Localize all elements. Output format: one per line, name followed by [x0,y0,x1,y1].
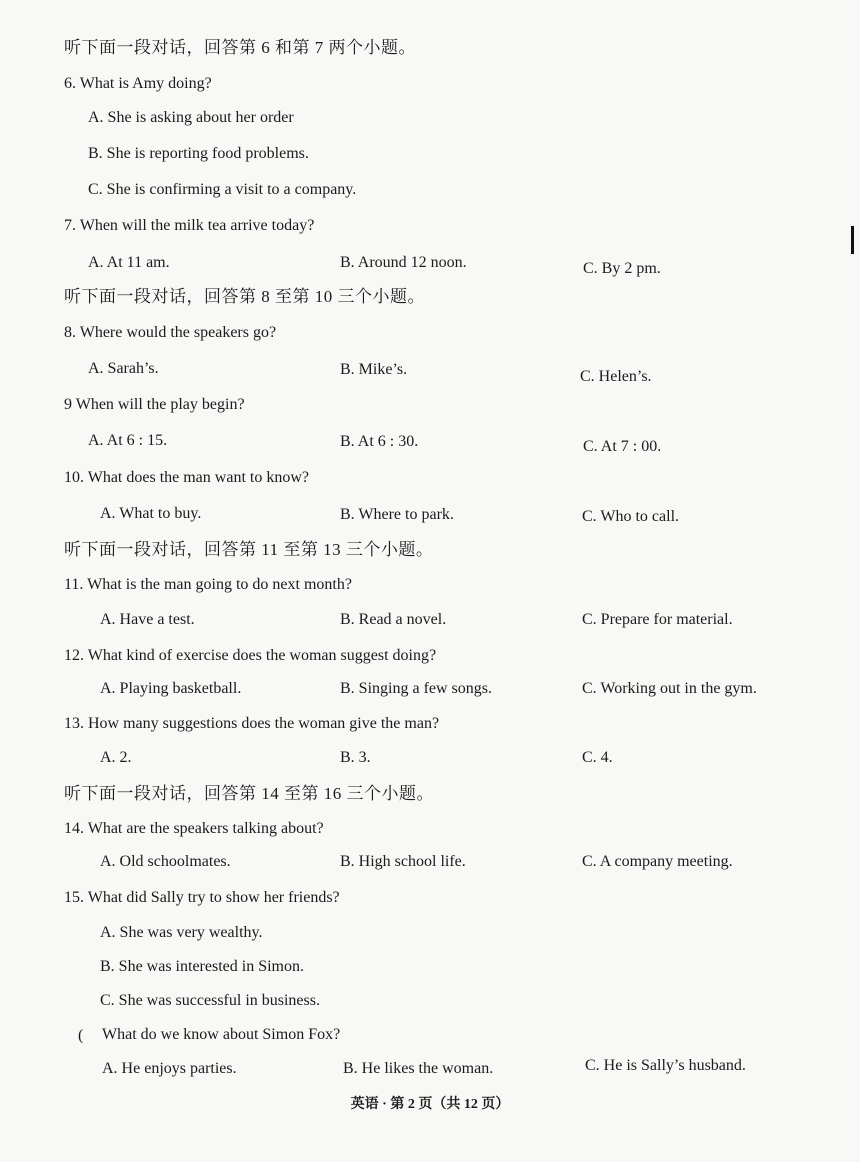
question-stem: 10. What does the man want to know? [64,469,309,486]
section-instruction: 听下面一段对话，回答第 14 至第 16 三个小题。 [64,784,434,803]
option-b: B. Singing a few songs. [340,680,492,697]
page-footer: 英语 · 第 2 页（共 12 页） [350,1097,510,1112]
question-stem: 7. When will the milk tea arrive today? [64,217,315,234]
question-stem: 11. What is the man going to do next month? [64,576,352,593]
question-stem: What do we know about Simon Fox? [102,1026,341,1043]
question-stem: 6. What is Amy doing? [64,75,212,92]
option-a: A. At 6 : 15. [88,432,168,449]
option-c: C. She was successful in business. [100,992,320,1009]
option-a: A. 2. [100,749,132,766]
option-c: C. Helen’s. [580,368,652,385]
option-c: C. A company meeting. [582,853,733,870]
section-instruction: 听下面一段对话，回答第 8 至第 10 三个小题。 [64,287,425,306]
question-stem: 14. What are the speakers talking about? [64,820,324,837]
option-b: B. She is reporting food problems. [88,145,309,162]
section-instruction: 听下面一段对话，回答第 6 和第 7 两个小题。 [64,38,416,57]
question-stem: 15. What did Sally try to show her friends? [64,889,340,906]
margin-mark [851,226,854,254]
option-b: B. He likes the woman. [343,1060,494,1077]
option-b: B. Read a novel. [340,611,447,628]
option-b: B. Mike’s. [340,361,408,378]
option-c: C. She is confirming a visit to a company. [88,181,357,198]
option-c: C. 4. [582,749,613,766]
option-c: C. Who to call. [582,508,680,525]
option-a: A. She was very wealthy. [100,924,263,941]
question-stem: 13. How many suggestions does the woman give the man? [64,715,440,732]
section-instruction: 听下面一段对话，回答第 11 至第 13 三个小题。 [64,540,434,559]
option-c: C. Prepare for material. [582,611,733,628]
option-b: B. At 6 : 30. [340,433,419,450]
option-a: A. What to buy. [100,505,202,522]
option-b: B. Around 12 noon. [340,254,467,271]
question-stem: 9 When will the play begin? [64,396,245,413]
question-number: ( [78,1027,84,1044]
option-a: A. Old schoolmates. [100,853,231,870]
option-b: B. Where to park. [340,506,454,523]
question-stem: 12. What kind of exercise does the woman suggest doing? [64,647,437,664]
option-a: A. Playing basketball. [100,680,242,697]
option-a: A. At 11 am. [88,254,170,271]
question-stem: 8. Where would the speakers go? [64,324,277,341]
option-c: C. At 7 : 00. [583,438,662,455]
option-a: A. He enjoys parties. [102,1060,237,1077]
option-b: B. She was interested in Simon. [100,958,304,975]
option-a: A. Have a test. [100,611,195,628]
option-c: C. He is Sally’s husband. [585,1057,746,1074]
option-b: B. 3. [340,749,371,766]
option-b: B. High school life. [340,853,466,870]
option-c: C. Working out in the gym. [582,680,757,697]
option-a: A. She is asking about her order [88,109,294,126]
option-a: A. Sarah’s. [88,360,159,377]
option-c: C. By 2 pm. [583,260,661,277]
